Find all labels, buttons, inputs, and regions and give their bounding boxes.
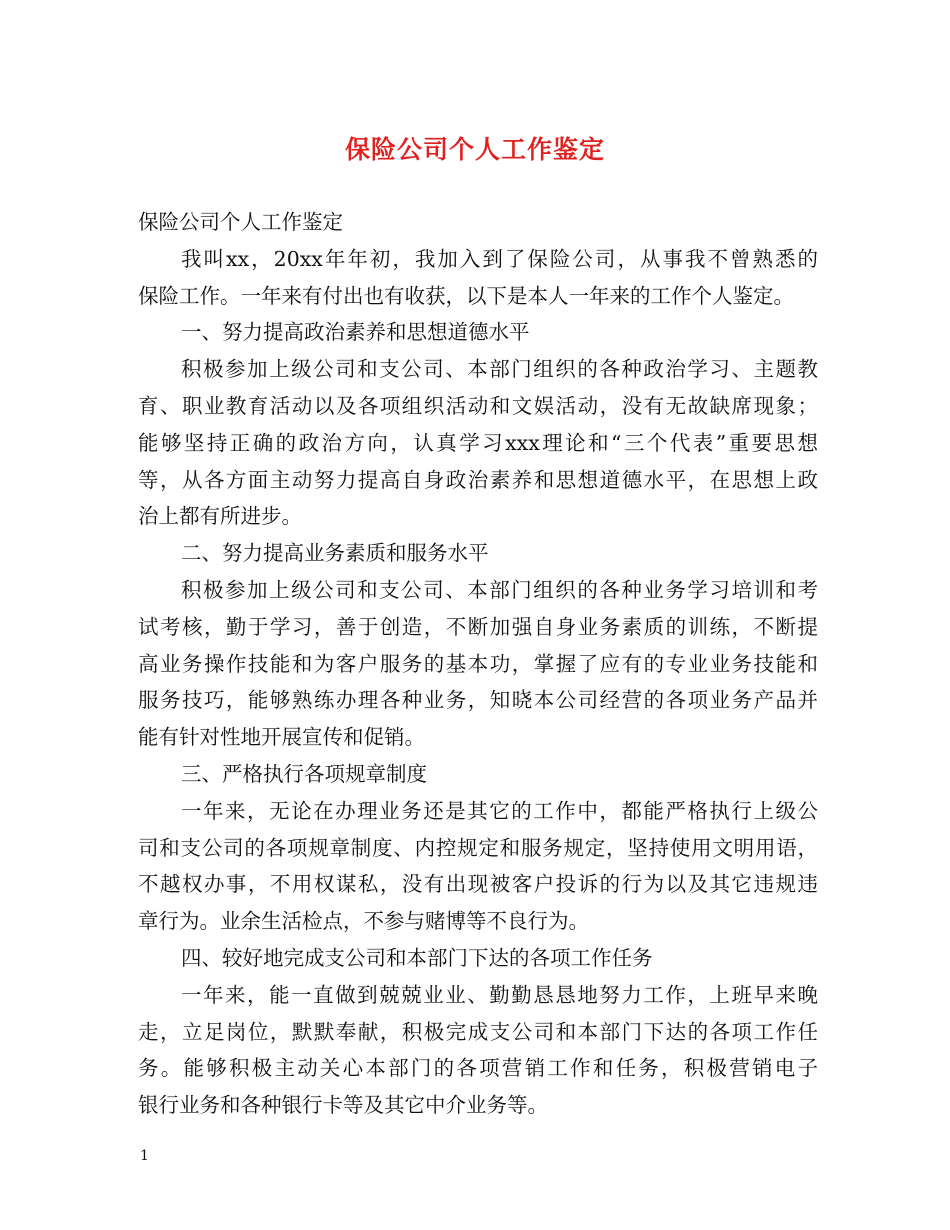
text-line: 试考核，勤于学习，善于创造，不断加强自身业务素质的训练，不断提 [138, 614, 818, 639]
text-line: 等，从各方面主动努力提高自身政治素养和思想道德水平，在思想上政 [138, 467, 818, 492]
text-line: 章行为。业余生活检点，不参与赌博等不良行为。 [138, 909, 589, 934]
text-line: 保险公司个人工作鉴定 [138, 210, 343, 234]
text-line: 一、努力提高政治素养和思想道德水平 [181, 320, 530, 345]
text-line: 能够坚持正确的政治方向，认真学习xxx理论和“三个代表”重要思想 [138, 430, 818, 455]
text-line: 务。能够积极主动关心本部门的各项营销工作和任务，积极营销电子 [138, 1056, 818, 1081]
text-line: 四、较好地完成支公司和本部门下达的各项工作任务 [181, 945, 653, 970]
document-title: 保险公司个人工作鉴定 [344, 135, 605, 164]
text-line: 三、严格执行各项规章制度 [181, 761, 427, 786]
text-line: 走，立足岗位，默默奉献，积极完成支公司和本部门下达的各项工作任 [138, 1019, 818, 1044]
text-line: 司和支公司的各项规章制度、内控规定和服务规定，坚持使用文明用语， [138, 835, 818, 860]
text-line: 能有针对性地开展宣传和促销。 [138, 725, 425, 750]
text-line: 高业务操作技能和为客户服务的基本功，掌握了应有的专业业务技能和 [138, 651, 818, 676]
text-line: 二、努力提高业务素质和服务水平 [181, 541, 489, 566]
page-number: 1 [140, 1148, 149, 1164]
text-line: 银行业务和各种银行卡等及其它中介业务等。 [138, 1093, 548, 1118]
text-line: 积极参加上级公司和支公司、本部门组织的各种政治学习、主题教 [181, 357, 818, 382]
text-line: 一年来，能一直做到兢兢业业、勤勤恳恳地努力工作，上班早来晚 [181, 982, 818, 1007]
text-line: 服务技巧，能够熟练办理各种业务，知晓本公司经营的各项业务产品并 [138, 688, 818, 713]
text-line: 保险工作。一年来有付出也有收获，以下是本人一年来的工作个人鉴定。 [138, 283, 794, 308]
document-body [138, 204, 818, 1124]
text-line: 治上都有所进步。 [138, 504, 302, 529]
text-line: 积极参加上级公司和支公司、本部门组织的各种业务学习培训和考 [181, 577, 818, 602]
text-line: 育、职业教育活动以及各项组织活动和文娱活动，没有无故缺席现象； [138, 393, 818, 418]
text-line: 不越权办事，不用权谋私，没有出现被客户投诉的行为以及其它违规违 [138, 872, 818, 897]
text-line: 一年来，无论在办理业务还是其它的工作中，都能严格执行上级公 [181, 798, 818, 823]
text-line: 我叫xx，20xx年年初，我加入到了保险公司，从事我不曾熟悉的 [181, 246, 818, 271]
